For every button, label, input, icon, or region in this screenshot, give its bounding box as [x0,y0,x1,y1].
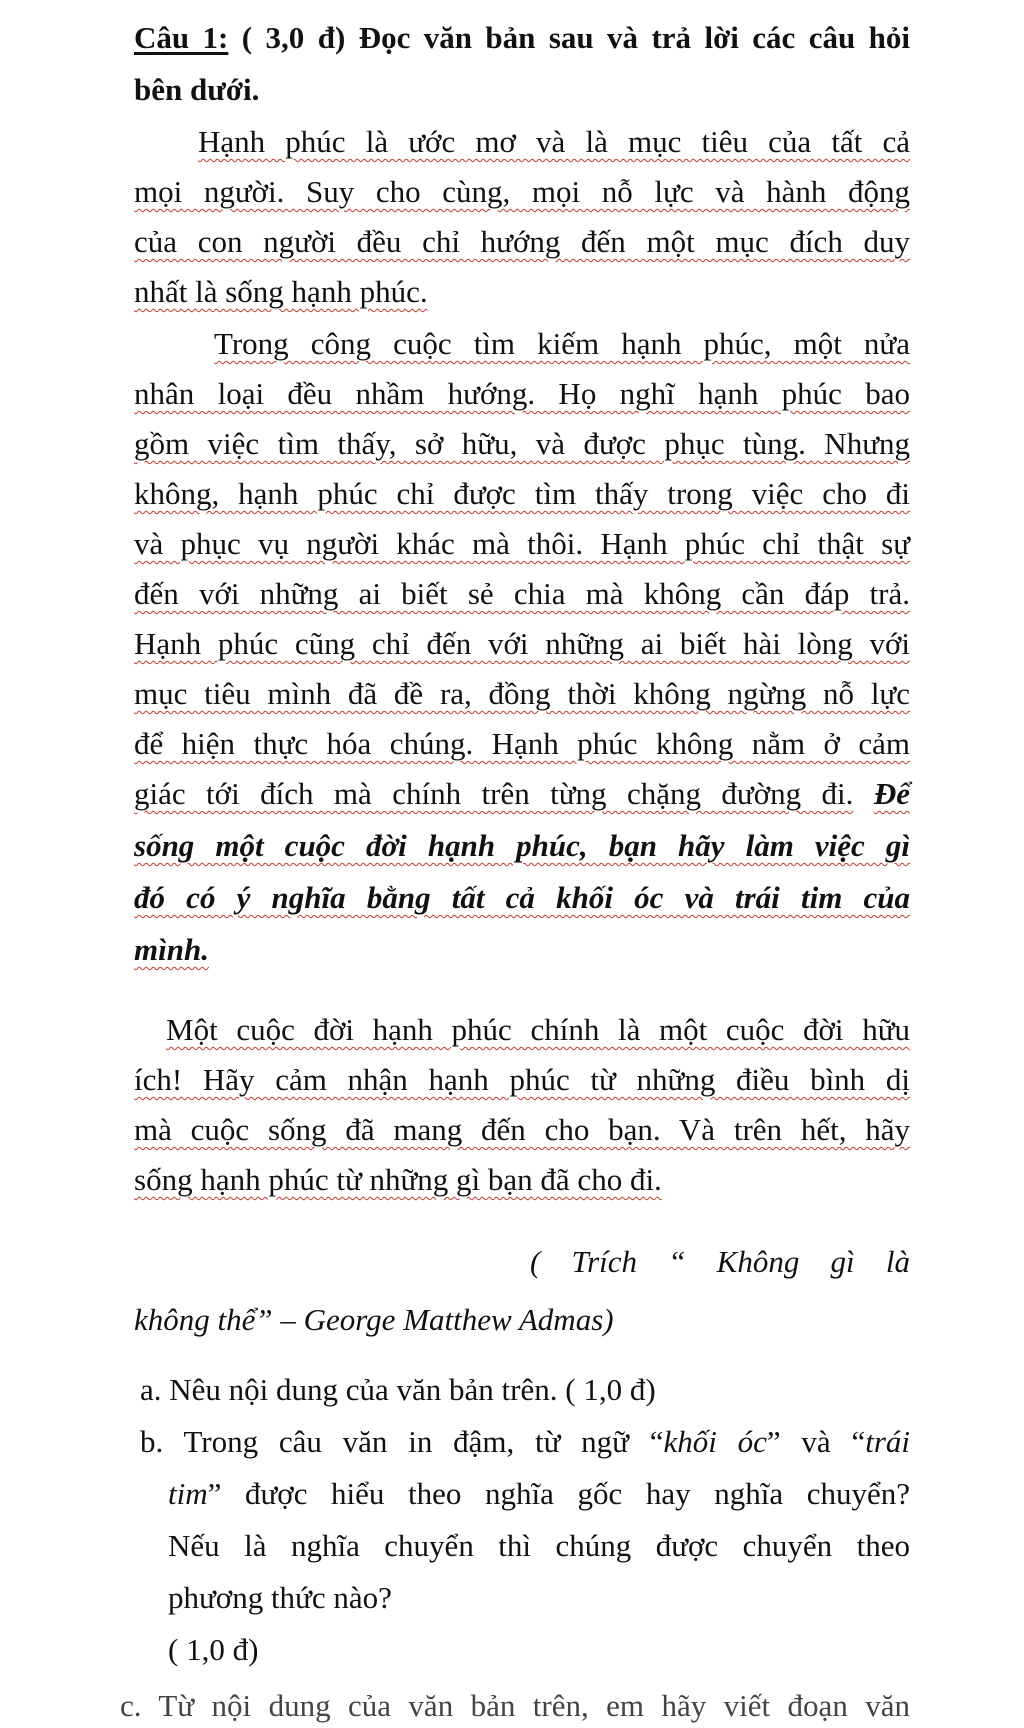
question-b-line: phương thức nào? [168,1580,392,1615]
question-instruction-cont: bên dưới. [134,72,260,107]
passage-line: Trong công cuộc tìm kiếm hạnh phúc, một nửa [214,326,910,361]
passage-line: nhất là sống hạnh phúc. [134,274,428,309]
passage-line: Một cuộc đời hạnh phúc chính là một cuộc đời hữu [166,1012,910,1047]
question-number: Câu 1: [134,20,229,55]
passage-line: để hiện thực hóa chúng. Hạnh phúc không nằm ở cảm [134,726,910,761]
question-instruction: ( 3,0 đ) Đọc văn bản sau và trả lời các câu hỏi [228,20,911,55]
bold-italic-sentence: đó có ý nghĩa bằng tất cả khối óc và trái tim của [134,880,910,915]
passage-line: sống hạnh phúc từ những gì bạn đã cho đi. [134,1162,662,1197]
question-b-line: Nếu là nghĩa chuyển thì chúng được chuyển theo [168,1528,910,1563]
question-b-score: ( 1,0 đ) [168,1632,259,1667]
question-header [134,16,910,60]
citation-line: không thể” – George Matthew Admas) [134,1302,614,1337]
passage-line: nhân loại đều nhầm hướng. Họ nghĩ hạnh phúc bao [134,376,910,411]
passage-line: ích! Hãy cảm nhận hạnh phúc từ những điều bình dị [134,1062,910,1097]
passage-line: Hạnh phúc cũng chỉ đến với những ai biết hài lòng với [134,626,910,661]
passage-line: và phục vụ người khác mà thôi. Hạnh phúc chỉ thật sự [134,526,910,561]
question-c-partial: c. Từ nội dung của văn bản trên, em hãy viết đoạn văn [120,1688,910,1723]
question-b-line: tim” được hiểu theo nghĩa gốc hay nghĩa chuyển? [168,1476,910,1511]
bold-italic-sentence: mình. [134,932,209,967]
passage-line: mọi người. Suy cho cùng, mọi nỗ lực và hành động [134,174,910,209]
passage-line: đến với những ai biết sẻ chia mà không cần đáp trả. [134,576,910,611]
passage-line: của con người đều chỉ hướng đến một mục đích duy [134,224,910,259]
passage-line: Hạnh phúc là ước mơ và là mục tiêu của tất cả [198,124,910,159]
passage-line: mục tiêu mình đã đề ra, đồng thời không ngừng nỗ lực [134,676,910,711]
question-a: a. Nêu nội dung của văn bản trên. ( 1,0 đ) [140,1372,656,1407]
passage-line: không, hạnh phúc chỉ được tìm thấy trong việc cho đi [134,476,910,511]
question-b: b. Trong câu văn in đậm, từ ngữ “khối óc” và “trái [140,1424,910,1459]
passage-line: mà cuộc sống đã mang đến cho bạn. Và trên hết, hãy [134,1112,910,1147]
passage-line: giác tới đích mà chính trên từng chặng đường đi. Để [134,776,910,811]
bold-italic-sentence: sống một cuộc đời hạnh phúc, bạn hãy làm việc gì [134,828,910,863]
bold-italic-sentence-start: Để [873,776,910,811]
citation-line: ( Trích “ Không gì là [530,1244,910,1279]
passage-line: gồm việc tìm thấy, sở hữu, và được phục tùng. Nhưng [134,426,910,461]
